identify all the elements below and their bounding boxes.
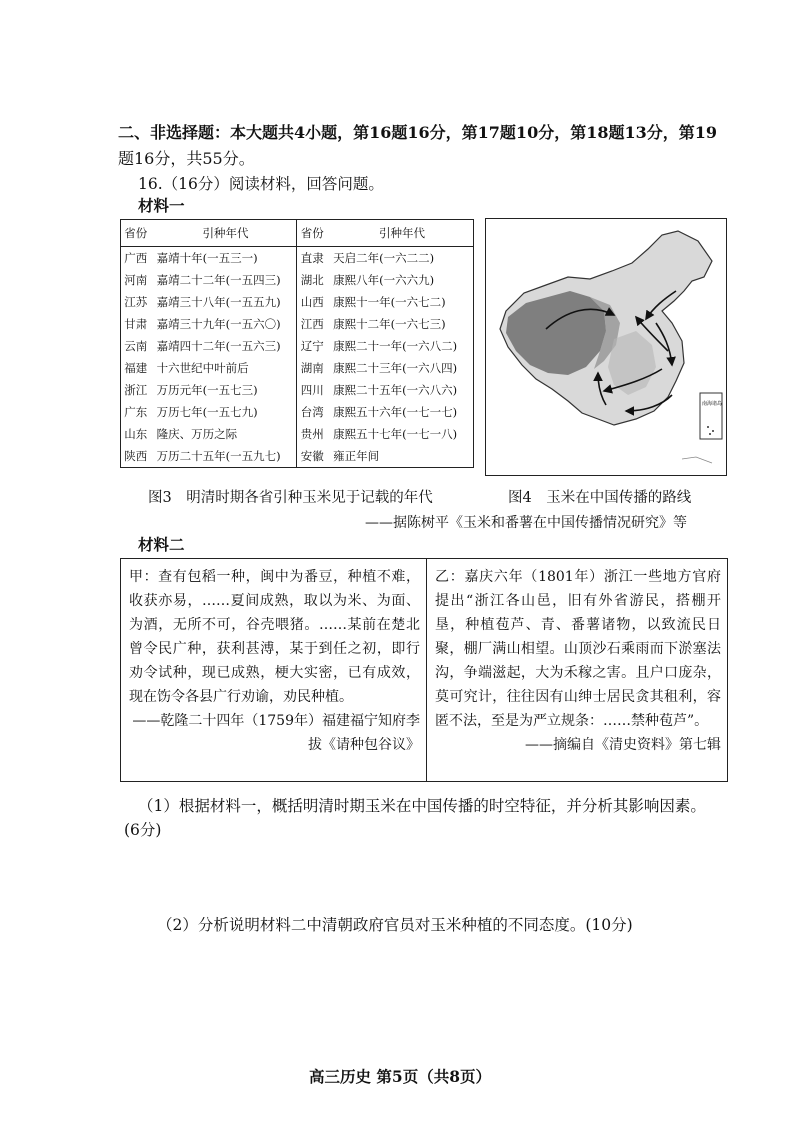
subquestion-1-points: (6分) (124, 821, 162, 839)
province-cell: 四川 (300, 383, 324, 397)
year-cell: 康熙二十一年(一六八二) (333, 339, 458, 353)
province-cell: 浙江 (124, 383, 148, 397)
table-row (121, 313, 474, 335)
province-cell: 云南 (124, 339, 148, 353)
year-cell: 嘉靖二十二年(一五四三) (151, 269, 297, 291)
province-cell: 广东 (124, 405, 148, 419)
table-header-row (121, 220, 474, 247)
province-cell: 甘肃 (124, 317, 148, 331)
question-16-prompt: 16.（16分）阅读材料，回答问题。 (138, 175, 384, 193)
table-row (121, 445, 474, 468)
year-cell: 天启二年(一六二二) (333, 251, 435, 265)
province-cell: 安徽 (300, 449, 324, 463)
material-2-right-column (427, 559, 727, 781)
table-header: 引种年代 (151, 220, 297, 247)
section-heading (118, 120, 728, 172)
province-cell: 山东 (124, 427, 148, 441)
material-2-left-source: ——乾隆二十四年（1759年）福建福宁知府李拔《请种包谷议》 (132, 713, 420, 753)
table-row (121, 269, 474, 291)
year-cell: 康熙五十六年(一七一七) (333, 405, 458, 419)
province-cell: 福建 (124, 361, 148, 375)
province-cell: 湖南 (300, 361, 324, 375)
table-header: 省份 (297, 220, 327, 247)
page-footer: 高三历史 第5页（共8页） (309, 1067, 491, 1086)
province-cell: 广西 (124, 251, 148, 265)
material-1-label: 材料一 (138, 196, 185, 215)
province-cell: 贵州 (300, 427, 324, 441)
year-cell: 雍正年间 (333, 449, 380, 463)
maize-introduction-table (120, 219, 474, 468)
material-2-right-source: ——摘编自《清史资料》第七辑 (525, 737, 721, 753)
province-cell: 台湾 (300, 405, 324, 419)
subquestion-1-text: （1）根据材料一，概括明清时期玉米在中国传播的时空特征，并分析其影响因素。 (138, 797, 706, 815)
year-cell: 康熙十一年(一六七二) (333, 295, 446, 309)
table-row (121, 357, 474, 379)
province-cell: 湖北 (300, 273, 324, 287)
table-row (121, 379, 474, 401)
material-2-left-column (121, 559, 427, 781)
year-cell: 万历七年(一五七九) (151, 401, 297, 423)
province-cell: 江苏 (124, 295, 148, 309)
year-cell: 万历元年(一五七三) (151, 379, 297, 401)
year-cell: 十六世纪中叶前后 (151, 357, 297, 379)
province-cell: 辽宁 (300, 339, 324, 353)
table-row (121, 247, 474, 270)
year-cell: 嘉靖三十九年(一五六〇) (151, 313, 297, 335)
year-cell: 嘉靖四十二年(一五六三) (151, 335, 297, 357)
table-row (121, 423, 474, 445)
province-cell: 山西 (300, 295, 324, 309)
province-cell: 陕西 (124, 449, 148, 463)
year-cell: 康熙二十五年(一六八六) (333, 383, 458, 397)
province-cell: 江西 (300, 317, 324, 331)
year-cell: 嘉靖十年(一五三一) (151, 247, 297, 270)
year-cell: 隆庆、万历之际 (151, 423, 297, 445)
material-2-left-text: 甲：查有包稻一种，闽中为番豆，种植不难，收获亦易，……夏间成熟，取以为米、为面、为酒，无所不可，谷壳喂猪。……某前在楚北曾令民广种，获利甚溥，某于到任之初，即行劝令试种，现已成熟，梗大实密，已有成效，现在饬令各县广行劝谕，劝民种植。 (129, 569, 420, 705)
year-cell: 康熙五十七年(一七一八) (333, 427, 458, 441)
year-cell: 康熙二十三年(一六八四) (333, 361, 458, 375)
figure-3-caption: 图3 明清时期各省引种玉米见于记载的年代 (148, 490, 433, 506)
maize-spread-map (485, 218, 727, 476)
inset-label: 南海诸岛 (702, 401, 723, 407)
section-title-cont: 题16分，共55分。 (118, 149, 255, 168)
south-china-sea-inset (700, 393, 722, 439)
material-2-box (120, 558, 728, 782)
year-cell: 康熙八年(一六六九) (333, 273, 435, 287)
material-2-label: 材料二 (138, 535, 185, 554)
table-row (121, 291, 474, 313)
table-header: 引种年代 (327, 220, 473, 247)
province-cell: 直隶 (300, 251, 324, 265)
year-cell: 嘉靖三十八年(一五五九) (151, 291, 297, 313)
china-map-figure (486, 219, 726, 475)
year-cell: 万历二十五年(一五九七) (151, 445, 297, 468)
figure-4-caption: 图4 玉米在中国传播的路线 (508, 490, 692, 506)
table-row (121, 335, 474, 357)
material-2-right-text: 乙：嘉庆六年（1801年）浙江一些地方官府提出“浙江各山邑，旧有外省游民，搭棚开垦，种植苞芦、青、番薯诸物，以致流民日聚，棚厂满山相望。山顶沙石乘雨而下淤塞法沟，争端滋起，大为禾稼之害。且户口庞杂，莫可究计，往往因有山绅士居民贪其租利，容匿不法，至是为严立规条：……禁种苞芦”。 (435, 569, 721, 729)
subquestion-2: （2）分析说明材料二中清朝政府官员对玉米种植的不同态度。(10分) (157, 916, 633, 934)
material-1-source: ——据陈树平《玉米和番薯在中国传播情况研究》等 (365, 515, 687, 531)
year-cell: 康熙十二年(一六七三) (333, 317, 446, 331)
table-header: 省份 (121, 220, 151, 247)
province-cell: 河南 (124, 273, 148, 287)
subquestion-1 (124, 794, 738, 842)
section-title: 二、非选择题：本大题共4小题，第16题16分，第17题10分，第18题13分，第19 (118, 123, 717, 142)
table-row (121, 401, 474, 423)
